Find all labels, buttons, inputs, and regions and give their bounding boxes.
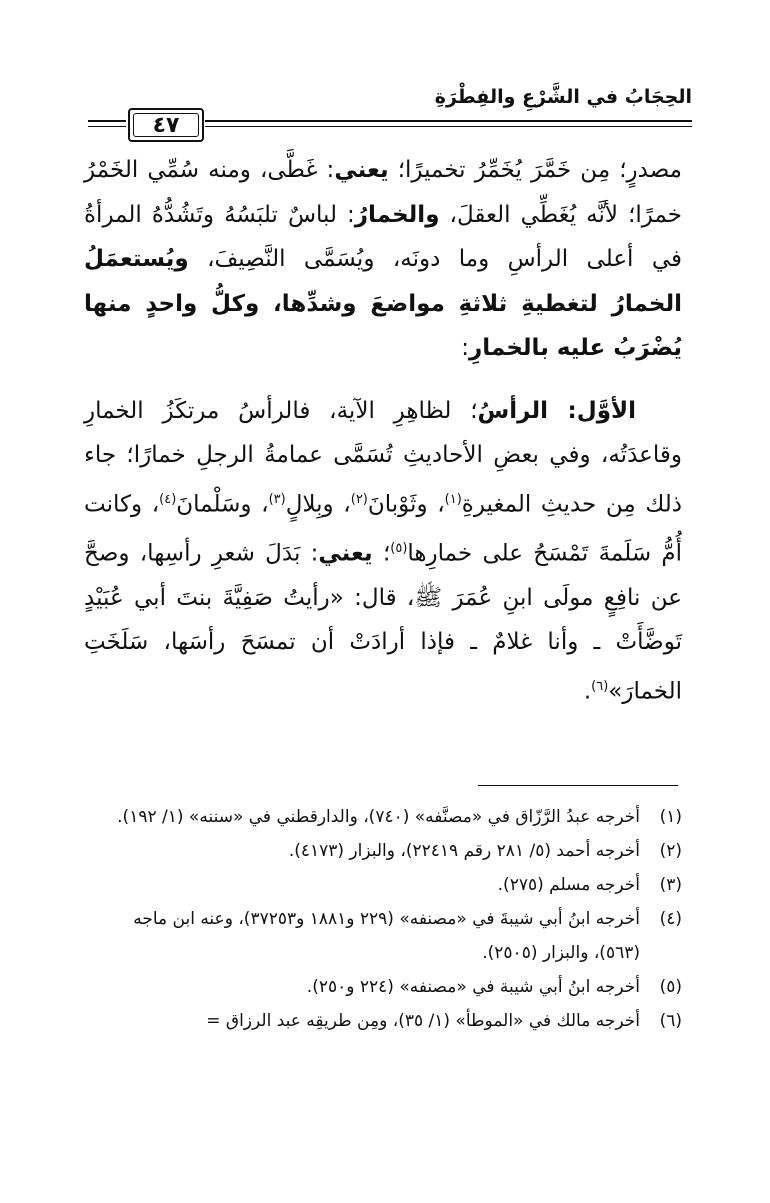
header-rule bbox=[88, 120, 126, 122]
text-run: . bbox=[583, 678, 592, 705]
footnote-text: أخرجه مالك في «الموطأ» (١/ ٣٥)، ومِن طريقِه عبد الرزاق = bbox=[206, 1011, 640, 1031]
text-run: ، وسَلْمانَ bbox=[176, 491, 269, 518]
header-rule bbox=[205, 120, 692, 122]
footnote bbox=[82, 800, 682, 834]
footnote-text: أخرجه أحمد (٥/ ٢٨١ رقم ٢٢٤١٩)، والبزار (٤١٧٣). bbox=[288, 841, 640, 861]
footnote-text: أخرجه مسلم (٢٧٥). bbox=[497, 875, 640, 895]
text-run: : bbox=[461, 335, 470, 361]
bold-text-run: والخمارُ bbox=[354, 201, 440, 228]
footnote bbox=[82, 868, 682, 902]
header-rule bbox=[88, 126, 126, 127]
bold-text-run: الأوَّل: الرأسُ bbox=[477, 397, 637, 424]
bold-text-run: ويُستعمَلُ الخمارُ لتغطيةِ ثلاثةِ مواضعَ وشدِّها، وكلُّ واحدٍ منها يُضْرَبُ عليه بالخمارِ bbox=[84, 246, 682, 361]
footnote-text: أخرجه عبدُ الرَّزّاق في «مصنَّفه» (٧٤٠)، والدارقطني في «سننه» (١/ ١٩٢). bbox=[117, 807, 640, 827]
footnote-ref[interactable]: (٢) bbox=[350, 491, 368, 507]
footnote-ref[interactable]: (٣) bbox=[268, 491, 286, 507]
running-title: الحِجَابُ في الشَّرْعِ والفِطْرَةِ bbox=[434, 86, 692, 108]
footnote-ref[interactable]: (٦) bbox=[591, 678, 609, 694]
footnote bbox=[82, 1004, 682, 1038]
page-number: ٤٧ bbox=[133, 113, 199, 137]
text-run: مصدرٍ؛ مِن خَمَّرَ يُخَمِّرُ تخميرًا؛ bbox=[388, 157, 682, 183]
footnote-number: (١) bbox=[659, 807, 682, 827]
footnote-number: (٤) bbox=[659, 909, 682, 929]
footnote-number: (٣) bbox=[659, 875, 682, 895]
footnote-number: (٦) bbox=[659, 1011, 682, 1031]
footnote-text: أخرجه ابنُ أبي شيبةَ في «مصنفه» (٢٢٩ و١٨٨١ و٣٧٢٥٣)، وعنه ابن ماجه (٥٦٣)، والبزار (٢٥٠٥). bbox=[133, 909, 640, 963]
header-rule bbox=[205, 126, 692, 127]
text-run: ، وبِلالٍ bbox=[285, 491, 351, 518]
footnote-number: (٥) bbox=[659, 977, 682, 997]
footnote-ref[interactable]: (٤) bbox=[159, 491, 177, 507]
main-text bbox=[84, 148, 682, 714]
footnote bbox=[82, 902, 682, 970]
text-run: : لباسٌ تلبَسُهُ وتَشُدُّهُ المرأةُ في أعلى الرأسِ وما دونَه، ويُسَمَّى النَّصِيفَ، bbox=[84, 201, 682, 272]
text-run: ، وكانت أُمُّ سَلَمةَ تَمْسَحُ على خمارِها bbox=[84, 491, 682, 567]
text-run: ، وثَوْبانَ bbox=[367, 491, 445, 518]
footnote-ref[interactable]: (١) bbox=[444, 491, 462, 507]
footnote bbox=[82, 970, 682, 1004]
footnote bbox=[82, 834, 682, 868]
page-number-frame bbox=[128, 108, 204, 142]
paragraph bbox=[84, 389, 682, 714]
footnote-number: (٢) bbox=[659, 841, 682, 861]
footnote-text: أخرجه ابنُ أبي شيبة في «مصنفه» (٢٢٤ و٢٥٠). bbox=[306, 977, 640, 997]
footnote-separator bbox=[478, 785, 678, 786]
text-run: : بَدَلَ شعرِ رأسِها، وصحَّ عن نافِعٍ مولَى ابنِ عُمَرَ ﷺ، قال: «رأيتُ صَفِيَّةَ بنتَ أبي عُبَيْدٍ تَوضَّأَتْ ـ وأنا غلامٌ ـ فإذا أرادَتْ أن تمسَحَ رأسَها، سَلَخَتِ الخمارَ» bbox=[84, 540, 682, 705]
paragraph bbox=[84, 148, 682, 371]
bold-text-run: يعني bbox=[318, 540, 373, 567]
footnotes bbox=[82, 800, 682, 1038]
bold-text-run: يعني bbox=[334, 157, 389, 183]
text-run: : غَطَّى، ومنه سُمِّي الخَمْرُ خمرًا؛ لأنَّه يُغَطِّي العقلَ، bbox=[84, 157, 682, 228]
text-run: ؛ bbox=[372, 540, 391, 567]
footnote-ref[interactable]: (٥) bbox=[390, 540, 408, 556]
text-run: ؛ لظاهِرِ الآية، فالرأسُ مرتكَزُ الخمارِ وقاعدَتُه، وفي بعضِ الأحاديثِ تُسَمَّى عمامةُ الرجلِ خمارًا؛ جاء ذلك مِن حديثِ المغيرةِ bbox=[84, 397, 682, 518]
